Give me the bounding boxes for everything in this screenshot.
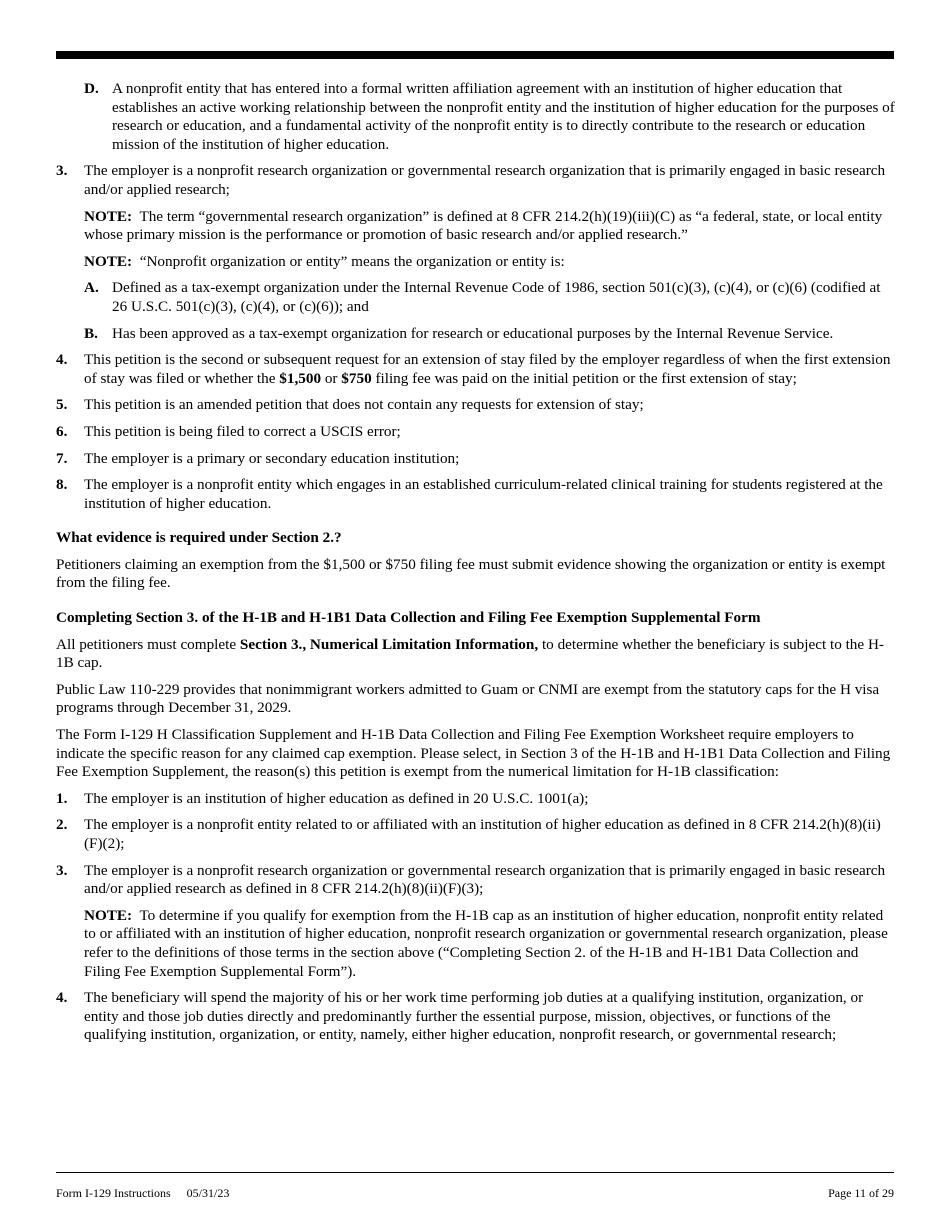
content — [56, 80, 896, 1053]
paragraph-evidence: Petitioners claiming an exemption from the $1,500 or $750 filing fee must submit evidence showing the organization or entity is exempt from the filing fee. — [56, 555, 886, 592]
footer-form-info — [56, 1186, 229, 1200]
list-item-text: This petition is being filed to correct a USCIS error; — [84, 422, 401, 440]
list-marker: B. — [84, 324, 98, 342]
note-cap-exemption — [56, 907, 896, 981]
list-marker: 6. — [56, 422, 68, 440]
list-item-text: Has been approved as a tax-exempt organization for research or educational purposes by the Internal Revenue Service. — [112, 324, 834, 342]
note-text: The term “governmental research organization” is defined at 8 CFR 214.2(h)(19)(iii)(C) as “a federal, state, or local entity whose primary mission is the performance or promotion of basic research and/or applied research.” — [84, 207, 883, 244]
cap-item-1 — [56, 790, 896, 809]
list-marker: 2. — [56, 816, 68, 834]
note-governmental-research — [56, 208, 896, 245]
list-marker: 5. — [56, 396, 68, 414]
paragraph-public-law: Public Law 110-229 provides that nonimmigrant workers admitted to Guam or CNMI are exempt from the statutory caps for the H visa programs through December 31, 2029. — [56, 680, 880, 717]
top-rule — [56, 51, 894, 59]
section-heading-evidence: What evidence is required under Section 2.? — [56, 529, 342, 547]
note-label: NOTE: — [84, 252, 133, 270]
list-item-text: The employer is a primary or secondary education institution; — [84, 449, 460, 467]
section-heading-section3: Completing Section 3. of the H-1B and H-1B1 Data Collection and Filing Fee Exemption Supplemental Form — [56, 609, 761, 627]
page-number: Page 11 of 29 — [828, 1186, 894, 1200]
note-nonprofit — [56, 253, 896, 272]
list-item-text: The employer is a nonprofit entity which engages in an established curriculum-related clinical training for students registered at the institution of higher education. — [84, 476, 883, 512]
list-marker: 8. — [56, 476, 68, 494]
cap-item-3 — [56, 862, 896, 899]
list-item-d — [56, 80, 896, 154]
cap-item-2 — [56, 816, 896, 853]
list-item-6 — [56, 423, 896, 442]
list-item-text: Defined as a tax-exempt organization under the Internal Revenue Code of 1986, section 501(c)(3), (c)(4), or (c)(6) (codified at 26 U.S.C. 501(c)(3), (c)(4), or (c)(6)); and — [112, 279, 881, 315]
list-item-text: filing fee was paid on the initial petition or the first extension of stay; — [371, 369, 797, 387]
list-item-text: This petition is the second or subsequent request for an extension of stay filed by the employer regardless of when the first extension of stay was filed or whether the — [84, 351, 891, 387]
list-item-text: or — [321, 369, 342, 387]
list-item-b — [56, 325, 896, 344]
list-item-text: This petition is an amended petition that does not contain any requests for extension of stay; — [84, 396, 644, 414]
list-item-text: The employer is an institution of higher education as defined in 20 U.S.C. 1001(a); — [84, 789, 589, 807]
list-marker: 3. — [56, 861, 68, 879]
list-item-3 — [56, 162, 896, 199]
list-item-text: The beneficiary will spend the majority of his or her work time performing job duties at a qualifying institution, organization, or entity and those job duties directly and predominantly further the essential purpose, mission, objectives, or functions of the qualifying institution, organization, or entity, namely, either higher education, nonprofit research, or governmental research; — [84, 989, 864, 1044]
list-marker: 3. — [56, 162, 68, 180]
list-marker: 4. — [56, 989, 68, 1007]
paragraph-numerical-limitation — [56, 636, 896, 673]
paragraph-worksheet: The Form I-129 H Classification Supplement and H-1B Data Collection and Filing Fee Exemption Worksheet require employers to indicate the specific reason for any claimed cap exemption. Please select, in Section 3 of the H-1B and H-1B1 Data Collection and Filing Fee Exemption Supplement, the reason(s) this petition is exempt from the numerical limitation for H-1B classification: — [56, 726, 891, 781]
section-reference: Section 3., Numerical Limitation Information, — [239, 635, 539, 653]
list-item-a — [56, 279, 896, 316]
list-item-text: The employer is a nonprofit entity related to or affiliated with an institution of higher education as defined in 8 CFR 214.2(h)(8)(ii)(F)(2); — [84, 816, 881, 852]
note-text: “Nonprofit organization or entity” means the organization or entity is: — [139, 252, 565, 270]
list-item-text: The employer is a nonprofit research organization or governmental research organization that is primarily engaged in basic research and/or applied research as defined in 8 CFR 214.2(h)(8)(ii)(F)(3); — [84, 861, 886, 898]
list-item-text: A nonprofit entity that has entered into a formal written affiliation agreement with an institution of higher education that establishes an active working relationship between the nonprofit entity and the institution of higher education for the purposes of research or education, and a fundamental activity of the nonprofit entity is to directly contribute to the research or education mission of the institution of higher education. — [112, 80, 895, 153]
form-name: Form I-129 Instructions — [56, 1186, 171, 1200]
paragraph-text: All petitioners must complete — [56, 635, 240, 653]
list-marker: 4. — [56, 351, 68, 369]
list-item-8 — [56, 476, 896, 513]
fee-amount: $1,500 — [279, 369, 322, 387]
note-label: NOTE: — [84, 207, 133, 225]
form-date: 05/31/23 — [186, 1186, 230, 1200]
note-label: NOTE: — [84, 906, 133, 924]
list-marker: D. — [84, 80, 99, 97]
list-marker: 7. — [56, 449, 68, 467]
list-marker: 1. — [56, 789, 68, 807]
list-item-4 — [56, 351, 896, 388]
paragraph-text: to determine whether the beneficiary is subject to the H-1B cap. — [56, 635, 884, 672]
bottom-rule — [56, 1172, 894, 1173]
list-item-text: The employer is a nonprofit research organization or governmental research organization that is primarily engaged in basic research and/or applied research; — [84, 162, 886, 198]
cap-item-4 — [56, 989, 896, 1045]
note-text: To determine if you qualify for exemption from the H-1B cap as an institution of higher education, nonprofit entity related to or affiliated with an institution of higher education, nonprofit research organization or governmental research organization, please refer to the definitions of those terms in the section above (“Completing Section 2. of the H-1B and H-1B1 Data Collection and Filing Fee Exemption Supplemental Form”). — [84, 906, 888, 980]
fee-amount: $750 — [341, 369, 372, 387]
list-item-7 — [56, 450, 896, 469]
list-item-5 — [56, 396, 896, 415]
list-marker: A. — [84, 279, 99, 297]
